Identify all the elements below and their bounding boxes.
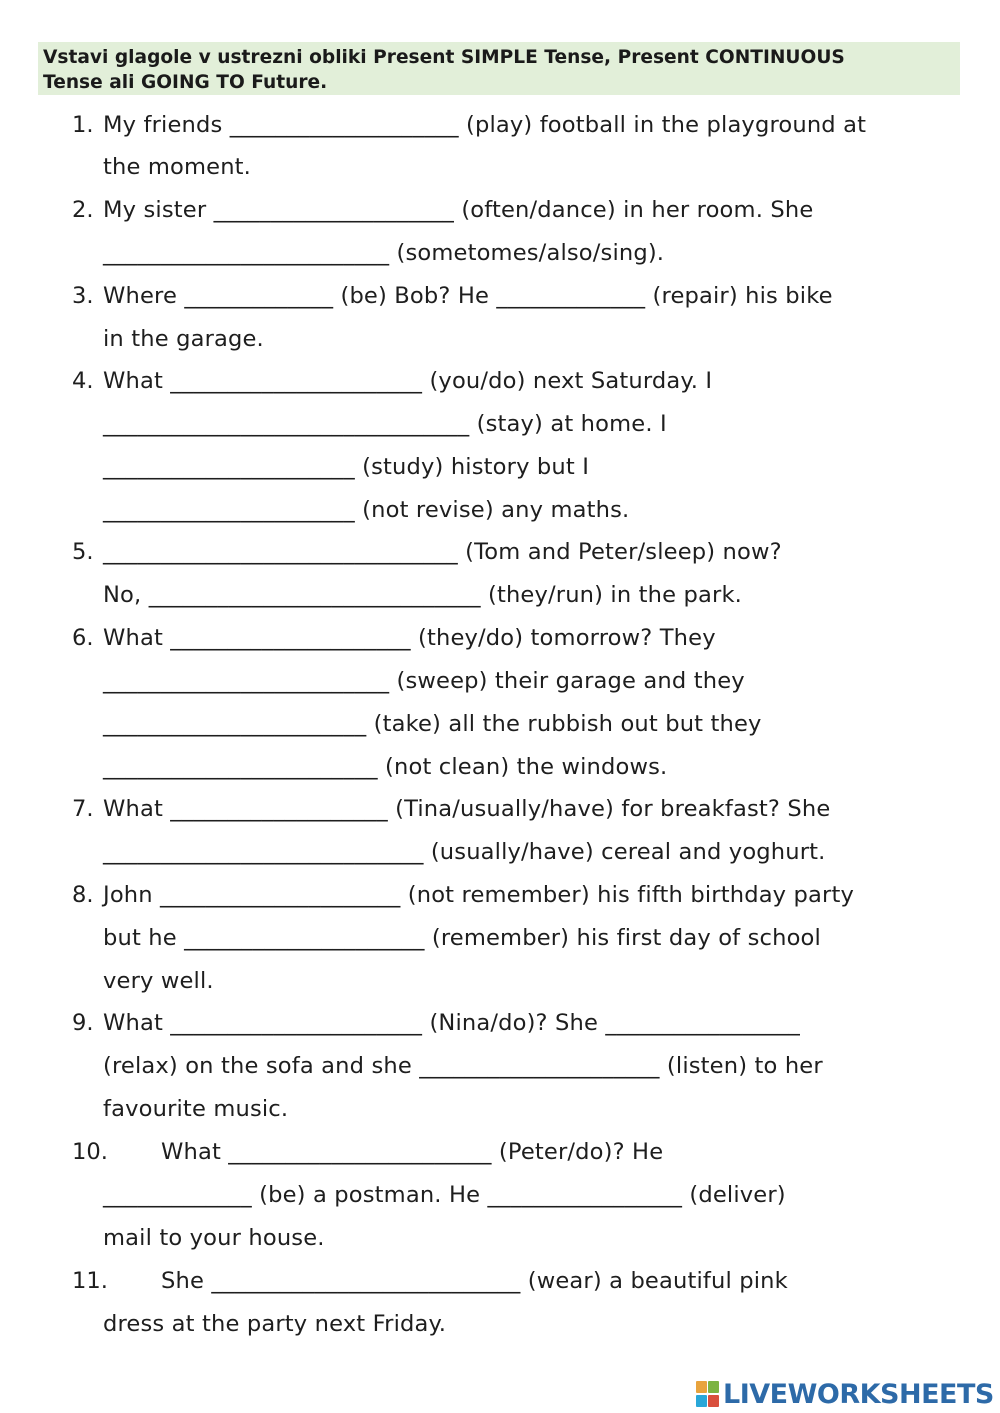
exercise-10-line-2: _____________ (be) a postman. He _________________ (deliver)	[103, 1182, 786, 1208]
exercise-3-line-2: in the garage.	[103, 326, 264, 352]
exercise-6-line-4: ________________________ (not clean) the windows.	[103, 754, 668, 780]
exercise-8-line-2: but he _____________________ (remember) his first day of school	[103, 925, 821, 951]
exercise-number-10: 10.	[72, 1139, 108, 1165]
exercise-6-line-1: What _____________________ (they/do) tomorrow? They	[103, 625, 716, 651]
exercise-number-7: 7.	[72, 796, 94, 822]
exercise-number-3: 3.	[72, 283, 94, 309]
exercise-8-line-3: very well.	[103, 968, 214, 994]
exercise-5-line-1: _______________________________ (Tom and Peter/sleep) now?	[103, 539, 782, 565]
exercise-6-line-3: _______________________ (take) all the rubbish out but they	[103, 711, 762, 737]
exercise-11-line-1: She ___________________________ (wear) a beautiful pink	[161, 1268, 788, 1294]
exercise-4-line-4: ______________________ (not revise) any maths.	[103, 497, 630, 523]
exercise-4-line-3: ______________________ (study) history but I	[103, 454, 590, 480]
liveworksheets-logo	[696, 1376, 994, 1412]
exercise-number-1: 1.	[72, 112, 94, 138]
exercise-2-line-2: _________________________ (sometomes/also/sing).	[103, 240, 665, 266]
exercise-number-11: 11.	[72, 1268, 108, 1294]
exercise-10-line-3: mail to your house.	[103, 1225, 325, 1251]
instruction-line-2: Tense ali GOING TO Future.	[43, 72, 328, 93]
exercise-number-6: 6.	[72, 625, 94, 651]
exercise-9-line-1: What ______________________ (Nina/do)? She _________________	[103, 1010, 800, 1036]
liveworksheets-logo-icon	[696, 1379, 720, 1409]
exercise-9-line-2: (relax) on the sofa and she _____________________ (listen) to her	[103, 1053, 823, 1079]
exercise-8-line-1: John _____________________ (not remember) his fifth birthday party	[103, 882, 854, 908]
exercise-11-line-2: dress at the party next Friday.	[103, 1311, 447, 1337]
exercise-2-line-1: My sister _____________________ (often/dance) in her room. She	[103, 197, 814, 223]
exercise-number-9: 9.	[72, 1010, 94, 1036]
exercise-7-line-1: What ___________________ (Tina/usually/have) for breakfast? She	[103, 796, 831, 822]
exercise-9-line-3: favourite music.	[103, 1096, 289, 1122]
exercise-3-line-1: Where _____________ (be) Bob? He _____________ (repair) his bike	[103, 283, 833, 309]
exercise-4-line-1: What ______________________ (you/do) next Saturday. I	[103, 368, 713, 394]
instruction-banner	[38, 42, 960, 95]
instruction-line-1: Vstavi glagole v ustrezni obliki Present SIMPLE Tense, Present CONTINUOUS	[43, 47, 845, 68]
exercise-6-line-2: _________________________ (sweep) their garage and they	[103, 668, 745, 694]
exercise-number-2: 2.	[72, 197, 94, 223]
exercise-1-line-1: My friends ____________________ (play) football in the playground at	[103, 112, 867, 138]
exercise-10-line-1: What _______________________ (Peter/do)? He	[161, 1139, 664, 1165]
exercise-7-line-2: ____________________________ (usually/have) cereal and yoghurt.	[103, 839, 826, 865]
exercise-number-8: 8.	[72, 882, 94, 908]
exercise-1-line-2: the moment.	[103, 154, 252, 180]
liveworksheets-logo-text: LIVEWORKSHEETS	[723, 1378, 994, 1410]
exercise-number-5: 5.	[72, 539, 94, 565]
exercise-5-line-2: No, _____________________________ (they/run) in the park.	[103, 582, 743, 608]
exercise-4-line-2: ________________________________ (stay) at home. I	[103, 411, 667, 437]
exercise-number-4: 4.	[72, 368, 94, 394]
